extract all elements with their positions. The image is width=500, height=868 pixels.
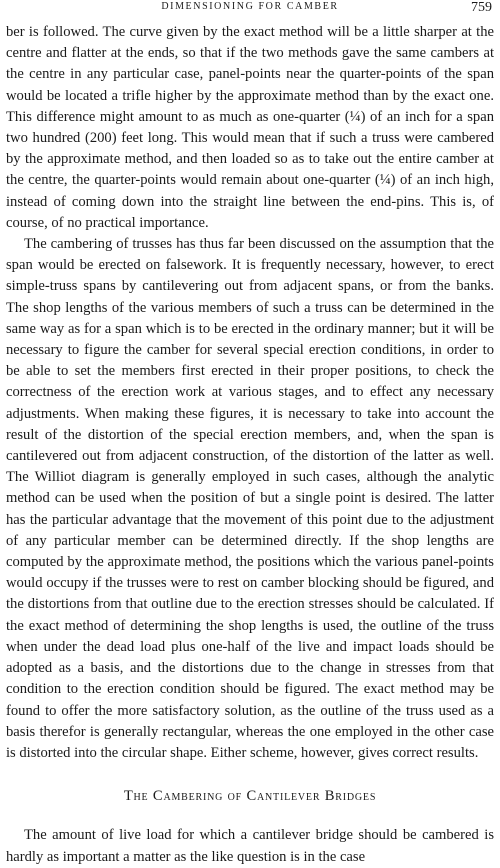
paragraph-erection-camber: The cambering of trusses has thus far been discussed on the assumption that the span would be erected on falsework. It is frequently necessary, however, to erect simple-truss spans by cantilevering out from adjacent spans, or from the banks. The shop lengths of the various members of such a truss can be determined in the same way as for a span which is to be erected in the ordinary manner; but it will be necessary to figure the camber for several special erection conditions, in order to be able to set the members first erected in their proper positions, to check the correctness of the erection work at various stages, and to effect any necessary adjustments. When making these figures, it is necessary to take into account the result of the distortion of the special erection members, and, when the span is cantilevered out from adjacent construction, of the distortion of the latter as well. The Williot diagram is generally employed in such cases, although the analytic method can be used when the position of but a single point is desired. The latter has the particular advantage that the movement of this point due to the adjustment of any particular member can be determined directly. If the shop lengths are computed by the approximate method, the positions which the various panel-points would occupy if the trusses were to rest on camber blocking should be figured, and the distortions from that outline due to the erection stresses should be calculated. If the exact method of determining the shop lengths is used, the outline of the truss when under the dead load plus one-half of the live and impact loads should be adopted as a basis, and the distortions due to the change in stresses from that condition to the erection condition should be figured. The exact method may be found to offer the more satisfactory solution, as the outline of the truss used as a basis therefor is generally rectangular, whereas the one employed in the other case is distorted into the circular shape. Either scheme, however, gives correct results. bbox=[6, 236, 494, 761]
body-text bbox=[6, 22, 494, 868]
page-number: 759 bbox=[471, 0, 492, 15]
section-heading: The Cambering of Cantilever Bridges bbox=[123, 788, 377, 805]
running-head bbox=[0, 0, 500, 18]
paragraph-cantilever-camber: The amount of live load for which a cantilever bridge should be cambered is hardly as important a matter as the like question is in the case bbox=[6, 827, 494, 865]
running-title: DIMENSIONING FOR CAMBER bbox=[161, 1, 339, 12]
paragraph-continuation: ber is followed. The curve given by the exact method will be a little sharper at the centre and flatter at the ends, so that if the two methods gave the same cambers at the centre in any particular case, panel-points near the quarter-points of the span would be located a trifle higher by the approximate method than by the exact one. This difference might amount to as much as one-quarter (¼) of an inch for a span two hundred (200) feet long. This would mean that if such a truss were cambered by the approximate method, and then loaded so as to take out the entire camber at the centre, the quarter-points would remain about one-quarter (¼) of an inch high, instead of coming down into the straight line between the end-pins. This is, of course, of no practical importance. bbox=[6, 24, 494, 231]
